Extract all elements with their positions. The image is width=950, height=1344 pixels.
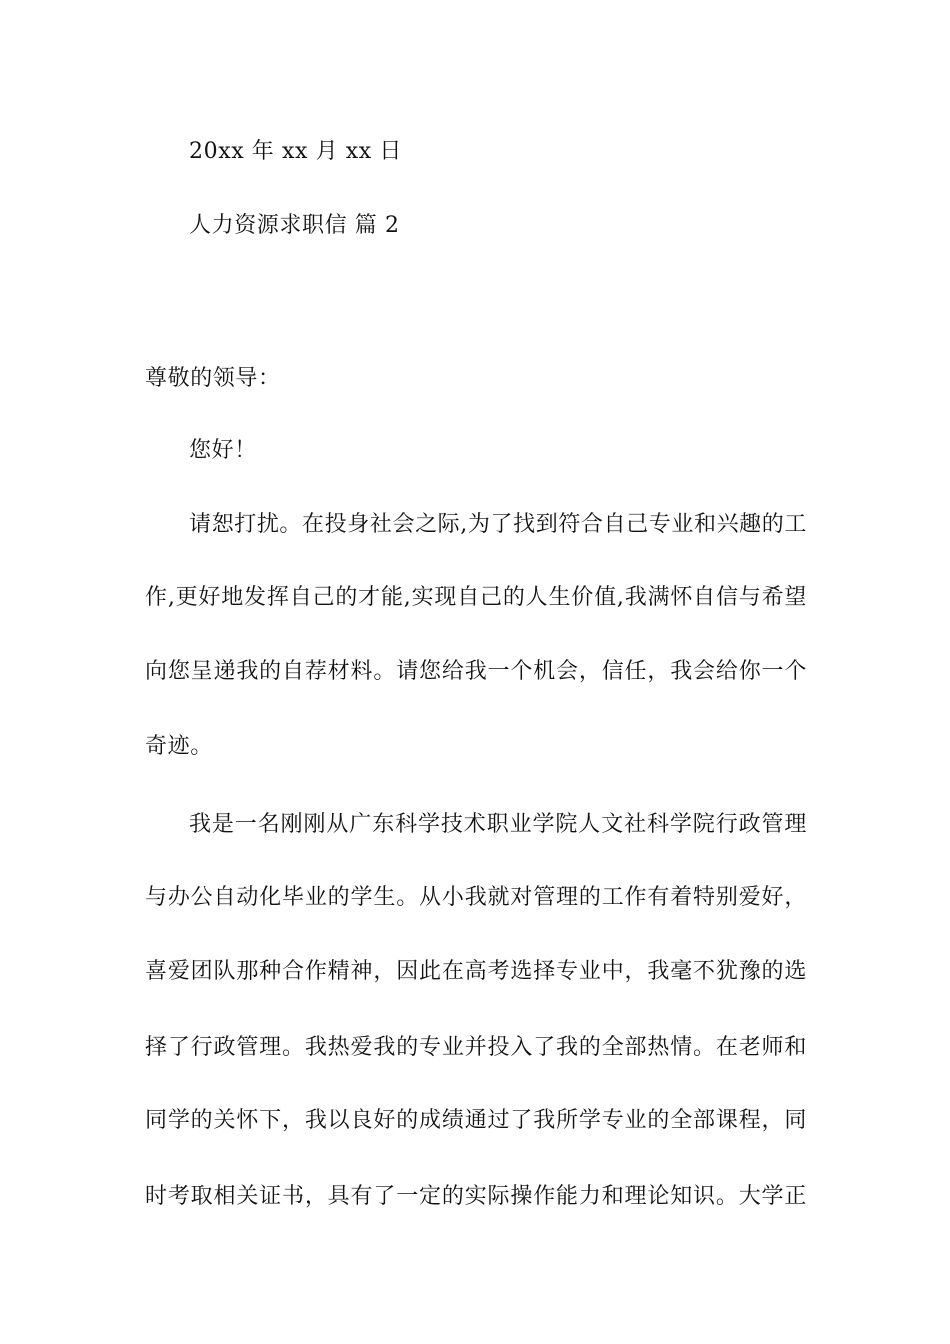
paragraph-line: 同学的关怀下，我以良好的成绩通过了我所学专业的全部课程，同 [145, 1108, 807, 1133]
letter-salutation: 尊敬的领导： [145, 366, 281, 391]
letter-title: 人力资源求职信 篇 2 [189, 213, 400, 238]
paragraph-line: 择了行政管理。我热爱我的专业并投入了我的全部热情。在老师和 [145, 1035, 807, 1060]
paragraph-line: 我是一名刚刚从广东科学技术职业学院人文社科学院行政管理 [189, 812, 807, 837]
paragraph-line: 与办公自动化毕业的学生。从小我就对管理的工作有着特别爱好， [145, 885, 807, 910]
letter-greeting: 您好！ [189, 438, 257, 463]
paragraph-line: 作,更好地发挥自己的才能,实现自己的人生价值,我满怀自信与希望 [145, 585, 807, 610]
paragraph-line: 时考取相关证书，具有了一定的实际操作能力和理论知识。大学正 [145, 1184, 807, 1209]
paragraph-line: 奇迹。 [145, 734, 213, 759]
letter-date: 20xx 年 xx 月 xx 日 [189, 139, 403, 164]
paragraph-line: 喜爱团队那种合作精神，因此在高考选择专业中，我毫不犹豫的选 [145, 959, 807, 984]
paragraph-line: 请恕打扰。在投身社会之际,为了找到符合自己专业和兴趣的工 [189, 512, 807, 537]
paragraph-line: 向您呈递我的自荐材料。请您给我一个机会，信任，我会给你一个 [145, 659, 807, 684]
